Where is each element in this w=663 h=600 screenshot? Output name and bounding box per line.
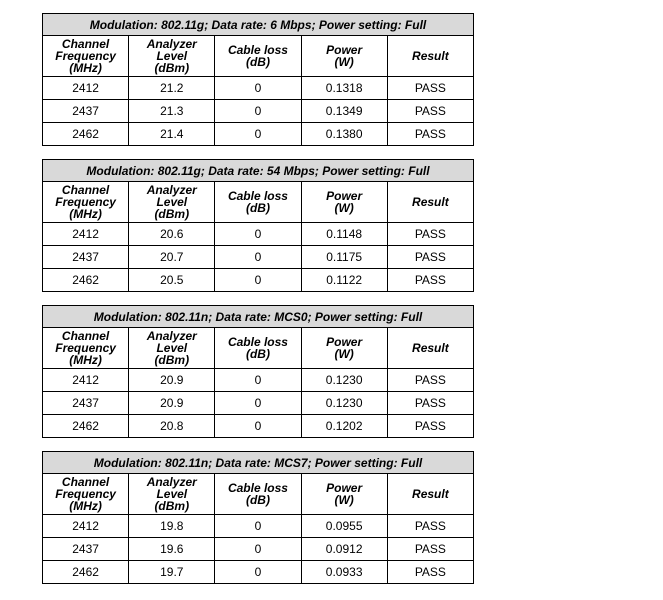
cell-level: 19.6	[129, 538, 215, 561]
cell-frequency: 2437	[43, 100, 129, 123]
header-analyzer-level: Analyzer Level (dBm)	[129, 474, 215, 515]
header-result: Result	[387, 182, 473, 223]
header-channel-frequency: Channel Frequency (MHz)	[43, 36, 129, 77]
cell-cable-loss: 0	[215, 538, 301, 561]
cell-power: 0.1122	[301, 269, 387, 292]
header-channel-frequency: Channel Frequency (MHz)	[43, 182, 129, 223]
measurement-table	[42, 305, 474, 438]
cell-power: 0.1349	[301, 100, 387, 123]
cell-frequency: 2437	[43, 392, 129, 415]
table-row	[43, 515, 474, 538]
cell-level: 20.7	[129, 246, 215, 269]
header-analyzer-level: Analyzer Level (dBm)	[129, 182, 215, 223]
cell-power: 0.1380	[301, 123, 387, 146]
header-power: Power (W)	[301, 328, 387, 369]
header-cable-loss: Cable loss (dB)	[215, 36, 301, 77]
header-power: Power (W)	[301, 474, 387, 515]
header-cable-loss: Cable loss (dB)	[215, 474, 301, 515]
cell-power: 0.0955	[301, 515, 387, 538]
table-row	[43, 269, 474, 292]
cell-result: PASS	[387, 77, 473, 100]
table-title: Modulation: 802.11g; Data rate: 54 Mbps; Power setting: Full	[43, 160, 474, 182]
measurement-table	[42, 451, 474, 584]
cell-frequency: 2412	[43, 515, 129, 538]
cell-power: 0.1175	[301, 246, 387, 269]
header-result: Result	[387, 36, 473, 77]
header-power: Power (W)	[301, 36, 387, 77]
cell-power: 0.1148	[301, 223, 387, 246]
cell-result: PASS	[387, 100, 473, 123]
cell-cable-loss: 0	[215, 561, 301, 584]
cell-frequency: 2412	[43, 77, 129, 100]
cell-level: 21.4	[129, 123, 215, 146]
measurement-table	[42, 13, 474, 146]
header-analyzer-level: Analyzer Level (dBm)	[129, 36, 215, 77]
cell-frequency: 2462	[43, 561, 129, 584]
cell-level: 20.6	[129, 223, 215, 246]
cell-frequency: 2412	[43, 223, 129, 246]
table-row	[43, 415, 474, 438]
cell-result: PASS	[387, 223, 473, 246]
header-channel-frequency: Channel Frequency (MHz)	[43, 328, 129, 369]
table-row	[43, 223, 474, 246]
table-title: Modulation: 802.11n; Data rate: MCS7; Power setting: Full	[43, 452, 474, 474]
table-row	[43, 246, 474, 269]
cell-level: 20.9	[129, 369, 215, 392]
header-analyzer-level: Analyzer Level (dBm)	[129, 328, 215, 369]
cell-cable-loss: 0	[215, 369, 301, 392]
cell-frequency: 2412	[43, 369, 129, 392]
cell-result: PASS	[387, 415, 473, 438]
cell-level: 21.2	[129, 77, 215, 100]
cell-power: 0.0933	[301, 561, 387, 584]
table-row	[43, 369, 474, 392]
table-row	[43, 77, 474, 100]
measurement-tables	[42, 13, 474, 597]
header-cable-loss: Cable loss (dB)	[215, 328, 301, 369]
cell-power: 0.1230	[301, 369, 387, 392]
cell-result: PASS	[387, 538, 473, 561]
cell-frequency: 2462	[43, 123, 129, 146]
measurement-table	[42, 159, 474, 292]
cell-power: 0.1202	[301, 415, 387, 438]
cell-cable-loss: 0	[215, 515, 301, 538]
table-row	[43, 538, 474, 561]
cell-cable-loss: 0	[215, 123, 301, 146]
table-row	[43, 123, 474, 146]
cell-power: 0.0912	[301, 538, 387, 561]
header-channel-frequency: Channel Frequency (MHz)	[43, 474, 129, 515]
cell-level: 19.8	[129, 515, 215, 538]
cell-frequency: 2462	[43, 269, 129, 292]
cell-result: PASS	[387, 369, 473, 392]
cell-cable-loss: 0	[215, 77, 301, 100]
cell-cable-loss: 0	[215, 223, 301, 246]
table-row	[43, 100, 474, 123]
cell-level: 19.7	[129, 561, 215, 584]
cell-cable-loss: 0	[215, 269, 301, 292]
cell-power: 0.1318	[301, 77, 387, 100]
cell-cable-loss: 0	[215, 246, 301, 269]
cell-result: PASS	[387, 392, 473, 415]
table-row	[43, 392, 474, 415]
cell-result: PASS	[387, 269, 473, 292]
cell-frequency: 2437	[43, 246, 129, 269]
cell-level: 21.3	[129, 100, 215, 123]
table-title: Modulation: 802.11g; Data rate: 6 Mbps; Power setting: Full	[43, 14, 474, 36]
header-result: Result	[387, 328, 473, 369]
cell-level: 20.9	[129, 392, 215, 415]
cell-cable-loss: 0	[215, 100, 301, 123]
table-title: Modulation: 802.11n; Data rate: MCS0; Power setting: Full	[43, 306, 474, 328]
cell-result: PASS	[387, 123, 473, 146]
table-row	[43, 561, 474, 584]
cell-level: 20.5	[129, 269, 215, 292]
cell-frequency: 2462	[43, 415, 129, 438]
cell-frequency: 2437	[43, 538, 129, 561]
cell-cable-loss: 0	[215, 392, 301, 415]
cell-result: PASS	[387, 561, 473, 584]
cell-level: 20.8	[129, 415, 215, 438]
cell-result: PASS	[387, 246, 473, 269]
header-power: Power (W)	[301, 182, 387, 223]
cell-power: 0.1230	[301, 392, 387, 415]
cell-cable-loss: 0	[215, 415, 301, 438]
cell-result: PASS	[387, 515, 473, 538]
header-cable-loss: Cable loss (dB)	[215, 182, 301, 223]
header-result: Result	[387, 474, 473, 515]
